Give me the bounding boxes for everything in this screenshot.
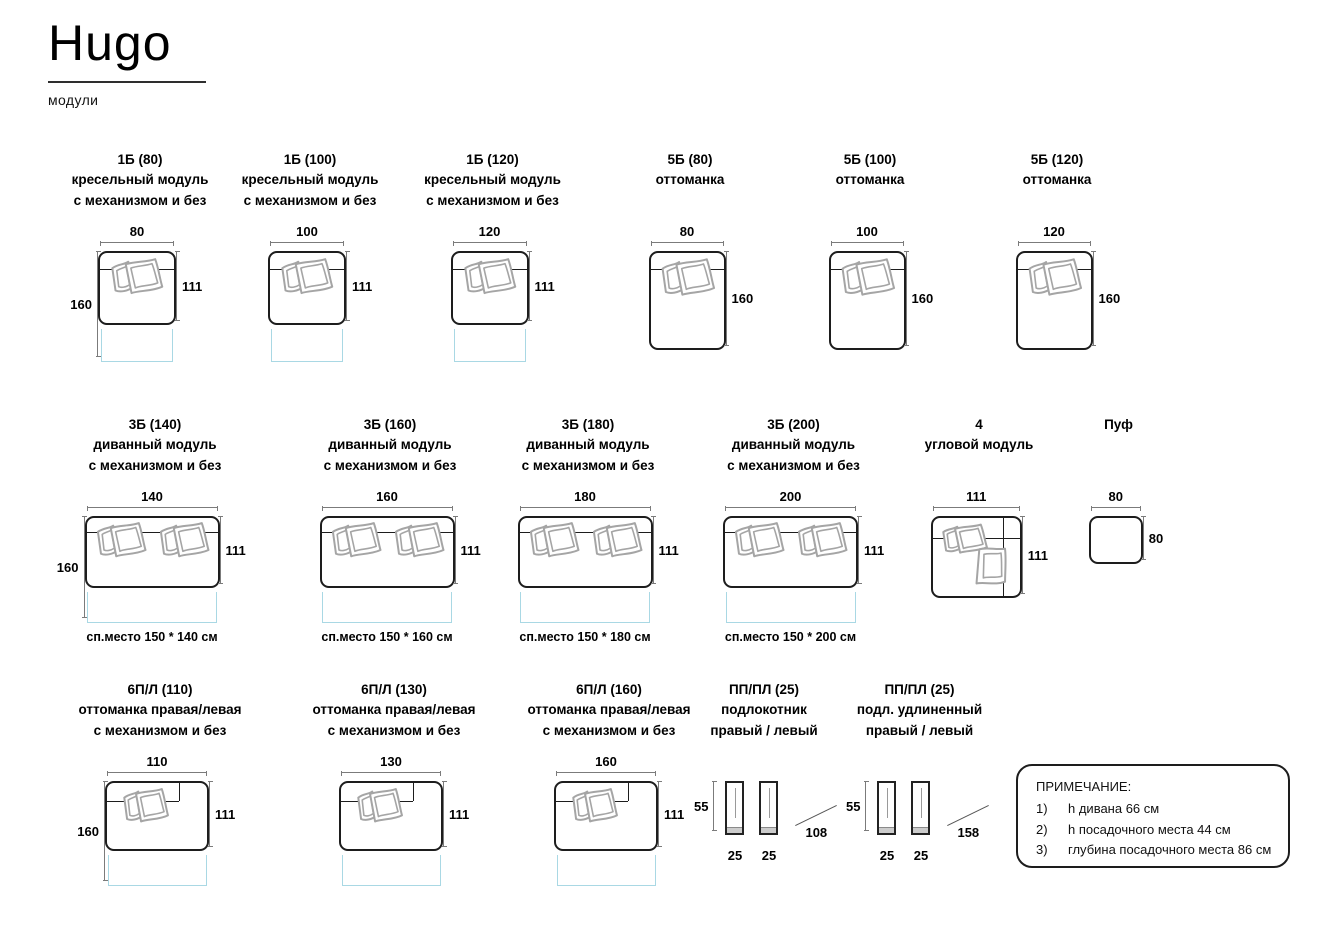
- module-title-block: [45, 680, 275, 754]
- dimension-line: [556, 772, 656, 773]
- dimension-top: [1018, 224, 1091, 243]
- dimension-top: [831, 224, 904, 243]
- module-card: [600, 150, 780, 350]
- module-card: [676, 415, 911, 644]
- note-title: ПРИМЕЧАНИЕ:: [1036, 779, 1132, 794]
- armrest-seam-line: [921, 788, 922, 818]
- module-title: 4: [975, 417, 983, 432]
- dimension-line: [176, 251, 177, 321]
- module-title-block: [780, 150, 960, 224]
- module-outline: [1016, 251, 1093, 350]
- module-diagram: [898, 489, 1060, 598]
- dimension-label: 108: [805, 825, 828, 840]
- diagonal-dimension: [789, 781, 838, 851]
- module-diagram: [40, 489, 270, 644]
- bed-extension-outline: [271, 329, 343, 362]
- dimension-left: [62, 251, 98, 357]
- pillow-sketch: [966, 540, 1012, 592]
- pillow-sketch: [728, 520, 789, 565]
- module-subtitle: оттоманка: [655, 172, 725, 188]
- sleeping-place-label: сп.место 150 * 160 см: [321, 630, 453, 644]
- module-diagram: [395, 224, 590, 362]
- dimension-label: 140: [141, 489, 163, 504]
- dimension-label: 100: [856, 224, 878, 239]
- module-subtitle: кресельный модуль: [241, 172, 379, 188]
- module-title-block: [478, 415, 698, 489]
- module-diagram: [676, 489, 911, 644]
- module-subtitle: с механизмом и без: [542, 722, 676, 738]
- module-subtitle: с механизмом и без: [88, 457, 222, 473]
- dimension-left: [69, 781, 105, 881]
- module-card: [780, 150, 960, 350]
- dimension-label: 111: [658, 542, 679, 558]
- dimension-label: 55: [694, 798, 709, 814]
- dimension-line: [1091, 507, 1141, 508]
- dimension-line: [658, 781, 659, 847]
- module-subtitle: диванный модуль: [93, 437, 217, 453]
- dimension-right: [209, 781, 251, 847]
- dimension-top: [1091, 489, 1141, 508]
- note-item-number: 1): [1036, 801, 1048, 816]
- module-subtitle: правый / левый: [710, 722, 818, 738]
- module-outline: [1089, 516, 1143, 564]
- module-subtitle: с механизмом и без: [727, 457, 860, 473]
- armrest-column: [911, 781, 930, 863]
- module-card: [40, 415, 270, 644]
- dimension-label: 120: [1043, 224, 1065, 239]
- module-card: [962, 150, 1152, 350]
- dimension-line: [529, 251, 530, 321]
- module-title: 5Б (100): [843, 152, 897, 167]
- module-title: 6П/Л (160): [576, 682, 642, 697]
- module-card: [45, 680, 275, 886]
- dimension-left: [49, 516, 85, 618]
- module-title-block: [690, 680, 838, 754]
- dimension-label: 110: [146, 754, 168, 769]
- dimension-line: [443, 781, 444, 847]
- module-title: 3Б (160): [363, 417, 417, 432]
- module-title: 1Б (80): [117, 152, 163, 167]
- module-card: [395, 150, 590, 362]
- dimension-label: 111: [182, 278, 203, 294]
- sleeping-place-label: сп.место 150 * 200 см: [724, 630, 857, 644]
- armrest-outline: [877, 781, 896, 835]
- dimension-line: [341, 772, 441, 773]
- dimension-line: [1093, 251, 1094, 346]
- dimension-top: [725, 489, 856, 508]
- pillow-sketch: [654, 256, 720, 304]
- backrest-step-line: [179, 783, 180, 801]
- dimension-line: [1018, 242, 1091, 243]
- module-subtitle: подлокотник: [721, 702, 807, 718]
- module-diagram: [1056, 489, 1181, 564]
- dimension-line: [653, 516, 654, 584]
- module-subtitle: диванный модуль: [328, 437, 452, 453]
- dimension-line: [346, 251, 347, 321]
- armrest-base: [761, 827, 776, 833]
- dimension-line: [455, 516, 456, 584]
- module-subtitle: кресельный модуль: [424, 172, 561, 188]
- note-item-number: 2): [1036, 821, 1048, 837]
- module-outline: [931, 516, 1022, 598]
- module-title: 6П/Л (110): [127, 682, 193, 697]
- module-subtitle: с механизмом и без: [73, 192, 207, 208]
- module-subtitle: диванный модуль: [731, 437, 856, 453]
- module-title-block: [600, 150, 780, 224]
- dimension-right: [906, 251, 948, 346]
- module-subtitle: угловой модуль: [924, 437, 1034, 453]
- note-item-number: 3): [1036, 842, 1048, 858]
- backrest-step-line: [628, 783, 629, 801]
- dimension-top: [453, 224, 527, 243]
- dimension-right: [220, 516, 262, 584]
- module-title-block: [215, 150, 405, 224]
- dimension-label: 200: [779, 489, 802, 504]
- module-subtitle: оттоманка правая/левая: [312, 702, 476, 718]
- dimension-label: 111: [966, 489, 987, 504]
- armrest-base: [913, 827, 928, 833]
- module-title: 6П/Л (130): [361, 682, 427, 697]
- dimension-top: [933, 489, 1020, 508]
- armrest-column: [877, 781, 896, 863]
- module-diagram: [280, 489, 500, 644]
- dimension-label: 120: [478, 224, 501, 239]
- dimension-label: 160: [77, 823, 99, 839]
- dimension-line: [209, 781, 210, 847]
- module-card: [40, 150, 240, 362]
- module-subtitle: оттоманка правая/левая: [78, 702, 242, 718]
- dimension-right: [1093, 251, 1135, 346]
- dimension-line: [220, 516, 221, 584]
- bed-extension-outline: [726, 592, 856, 623]
- module-subtitle: оттоманка: [1022, 172, 1092, 188]
- pillow-sketch: [104, 256, 168, 302]
- module-outline: [339, 781, 443, 851]
- module-title: 1Б (120): [466, 152, 519, 167]
- armrest-seam-line: [769, 788, 770, 818]
- module-diagram: [495, 754, 723, 886]
- module-title: 5Б (80): [667, 152, 713, 167]
- module-outline: [268, 251, 346, 325]
- module-subtitle: с механизмом и без: [327, 722, 461, 738]
- dimension-label: 55: [846, 798, 861, 814]
- module-title-block: [280, 415, 500, 489]
- module-outline: [320, 516, 455, 588]
- dimension-width: 25: [913, 848, 929, 863]
- pillow-sketch: [523, 520, 584, 565]
- dimension-label: 111: [534, 278, 555, 294]
- dimension-label: 160: [595, 754, 617, 769]
- module-card: [280, 415, 500, 644]
- diagonal-line: [796, 805, 838, 826]
- module-card: [898, 415, 1060, 598]
- armrest-column: [725, 781, 744, 863]
- product-title: Hugo: [48, 15, 172, 71]
- pillow-sketch: [351, 786, 407, 830]
- armrest-outline: [759, 781, 778, 835]
- pillow-sketch: [153, 520, 214, 565]
- pillow-sketch: [457, 256, 521, 302]
- pillow-sketch: [90, 520, 151, 565]
- diagonal-dimension: [941, 781, 997, 851]
- module-diagram: [962, 224, 1152, 350]
- module-title-block: [283, 680, 505, 754]
- module-diagram: [45, 754, 275, 886]
- dimension-right: [443, 781, 485, 847]
- note-box: [1016, 764, 1290, 868]
- diagonal-line: [948, 805, 990, 826]
- dimension-line: [725, 507, 856, 508]
- module-subtitle: с механизмом и без: [93, 722, 227, 738]
- armrest-seam-line: [735, 788, 736, 818]
- module-title-block: [962, 150, 1152, 224]
- dimension-label: 111: [225, 542, 246, 558]
- module-card: [495, 680, 723, 886]
- bed-extension-outline: [87, 592, 217, 623]
- module-card: [842, 680, 997, 863]
- dimension-label: 160: [376, 489, 398, 504]
- page-subtitle: модули: [48, 92, 99, 108]
- dimension-top: [520, 489, 651, 508]
- dimension-label: 160: [56, 559, 79, 575]
- armrest-base: [879, 827, 894, 833]
- dimension-label: 130: [380, 754, 402, 769]
- dimension-top: [270, 224, 344, 243]
- module-subtitle: с механизмом и без: [426, 192, 559, 208]
- bed-extension-outline: [557, 855, 656, 886]
- dimension-right: [858, 516, 900, 584]
- note-item-text: h посадочного места 44 см: [1068, 821, 1231, 837]
- backrest-step-line: [413, 783, 414, 801]
- dimension-label: 111: [864, 542, 885, 558]
- dimension-width: 25: [761, 848, 777, 863]
- dimension-top: [107, 754, 207, 773]
- pillow-sketch: [274, 256, 338, 302]
- dimension-label: 111: [460, 542, 481, 558]
- dimension-label: 80: [129, 224, 145, 239]
- dimension-top: [100, 224, 174, 243]
- pillow-sketch: [1021, 256, 1087, 304]
- dimension-line: [713, 781, 714, 831]
- dimension-right: [346, 251, 388, 321]
- armrest-base: [727, 827, 742, 833]
- dimension-top: [651, 224, 724, 243]
- module-outline: [723, 516, 858, 588]
- module-subtitle: с механизмом и без: [243, 192, 377, 208]
- dimension-line: [1022, 516, 1023, 594]
- pillow-sketch: [388, 520, 449, 565]
- armrest-outline: [911, 781, 930, 835]
- module-outline: [105, 781, 209, 851]
- module-outline: [649, 251, 726, 350]
- module-title: 3Б (140): [128, 417, 182, 432]
- module-subtitle: с механизмом и без: [323, 457, 457, 473]
- dimension-label: 160: [731, 291, 754, 306]
- pillow-sketch: [325, 520, 386, 565]
- dimension-height: [694, 781, 714, 831]
- dimension-line: [322, 507, 453, 508]
- module-title-block: [842, 680, 997, 754]
- dimension-line: [906, 251, 907, 346]
- dimension-label: 111: [352, 278, 373, 294]
- module-title-block: [676, 415, 911, 489]
- note-item-text: h дивана 66 см: [1068, 801, 1160, 816]
- module-diagram: [478, 489, 698, 644]
- module-row: [0, 150, 1329, 410]
- module-subtitle: подл. удлиненный: [856, 702, 983, 718]
- dimension-width: 25: [727, 848, 743, 863]
- dimension-line: [865, 781, 866, 831]
- dimension-line: [1143, 516, 1144, 560]
- dimension-label: 111: [664, 806, 685, 822]
- dimension-height: [846, 781, 866, 831]
- dimension-label: 160: [911, 291, 934, 306]
- dimension-line: [100, 242, 174, 243]
- dimension-label: 180: [574, 489, 596, 504]
- dimension-line: [520, 507, 651, 508]
- module-card: [1056, 415, 1181, 564]
- pillow-sketch: [791, 520, 852, 565]
- dimension-top: [556, 754, 656, 773]
- bed-extension-outline: [520, 592, 650, 623]
- pillow-sketch: [586, 520, 647, 565]
- module-title-block: [40, 415, 270, 489]
- module-diagram: [283, 754, 505, 886]
- module-outline: [85, 516, 220, 588]
- module-outline: [98, 251, 176, 325]
- title-underline: [48, 81, 206, 83]
- dimension-top: [87, 489, 218, 508]
- module-diagram: [600, 224, 780, 350]
- dimension-right: [1022, 516, 1060, 594]
- dimension-line: [831, 242, 904, 243]
- module-title: 3Б (200): [767, 417, 820, 432]
- dimension-label: 160: [1098, 291, 1121, 306]
- module-title-block: [40, 150, 240, 224]
- dimension-line: [453, 242, 527, 243]
- module-outline: [554, 781, 658, 851]
- dimension-label: 111: [1027, 547, 1049, 563]
- module-title: 1Б (100): [283, 152, 337, 167]
- dimension-top: [341, 754, 441, 773]
- armrest-diagram: [842, 781, 997, 863]
- module-outline: [518, 516, 653, 588]
- dimension-line: [726, 251, 727, 346]
- pillow-sketch: [566, 786, 622, 830]
- dimension-right: [529, 251, 571, 321]
- dimension-line: [87, 507, 218, 508]
- dimension-label: 160: [70, 296, 92, 312]
- module-row: [0, 415, 1329, 675]
- page-header: [48, 14, 206, 108]
- module-title: Пуф: [1104, 417, 1133, 432]
- module-subtitle: кресельный модуль: [71, 172, 209, 188]
- bed-extension-outline: [108, 855, 207, 886]
- module-title: ПП/ПЛ (25): [728, 682, 800, 697]
- bed-extension-outline: [101, 329, 173, 362]
- module-outline: [451, 251, 529, 325]
- module-subtitle: оттоманка: [835, 172, 905, 188]
- dimension-right: [1143, 516, 1181, 560]
- module-subtitle: диванный модуль: [526, 437, 650, 453]
- module-title-block: [495, 680, 723, 754]
- dimension-right: [726, 251, 768, 346]
- armrest-diagram: [690, 781, 838, 863]
- module-title-block: [395, 150, 590, 224]
- module-subtitle: правый / левый: [865, 722, 974, 738]
- bed-extension-outline: [342, 855, 441, 886]
- module-diagram: [40, 224, 240, 362]
- pillow-sketch: [834, 256, 900, 304]
- module-title-block: [898, 415, 1060, 489]
- bed-extension-outline: [322, 592, 452, 623]
- armrest-outline: [725, 781, 744, 835]
- module-outline: [829, 251, 906, 350]
- module-title: 5Б (120): [1030, 152, 1084, 167]
- dimension-label: 80: [679, 224, 695, 239]
- dimension-label: 80: [1108, 489, 1123, 504]
- note-item: [1036, 840, 1274, 861]
- module-title: 3Б (180): [561, 417, 615, 432]
- note-item: [1036, 799, 1274, 820]
- module-title-block: [1056, 415, 1181, 489]
- armrest-column: [759, 781, 778, 863]
- dimension-width: 25: [879, 848, 895, 863]
- module-card: [478, 415, 698, 644]
- dimension-line: [107, 772, 207, 773]
- dimension-line: [858, 516, 859, 584]
- module-title: ПП/ПЛ (25): [884, 682, 955, 697]
- dimension-top: [322, 489, 453, 508]
- module-card: [283, 680, 505, 886]
- note-item: [1036, 820, 1274, 841]
- sleeping-place-label: сп.место 150 * 180 см: [519, 630, 651, 644]
- pillow-sketch: [117, 786, 173, 830]
- module-card: [690, 680, 838, 863]
- module-diagram: [215, 224, 405, 362]
- armrest-seam-line: [887, 788, 888, 818]
- bed-extension-outline: [454, 329, 526, 362]
- dimension-label: 111: [215, 806, 236, 822]
- module-subtitle: оттоманка правая/левая: [527, 702, 691, 718]
- dimension-line: [651, 242, 724, 243]
- dimension-label: 80: [1148, 530, 1164, 546]
- module-diagram: [780, 224, 960, 350]
- dimension-label: 158: [957, 825, 980, 840]
- dimension-label: 100: [296, 224, 318, 239]
- module-card: [215, 150, 405, 362]
- dimension-line: [270, 242, 344, 243]
- dimension-label: 111: [449, 806, 470, 822]
- dimension-line: [933, 507, 1020, 508]
- module-subtitle: с механизмом и без: [521, 457, 655, 473]
- sleeping-place-label: сп.место 150 * 140 см: [86, 630, 218, 644]
- dimension-right: [176, 251, 218, 321]
- note-item-text: глубина посадочного места 86 см: [1068, 842, 1272, 858]
